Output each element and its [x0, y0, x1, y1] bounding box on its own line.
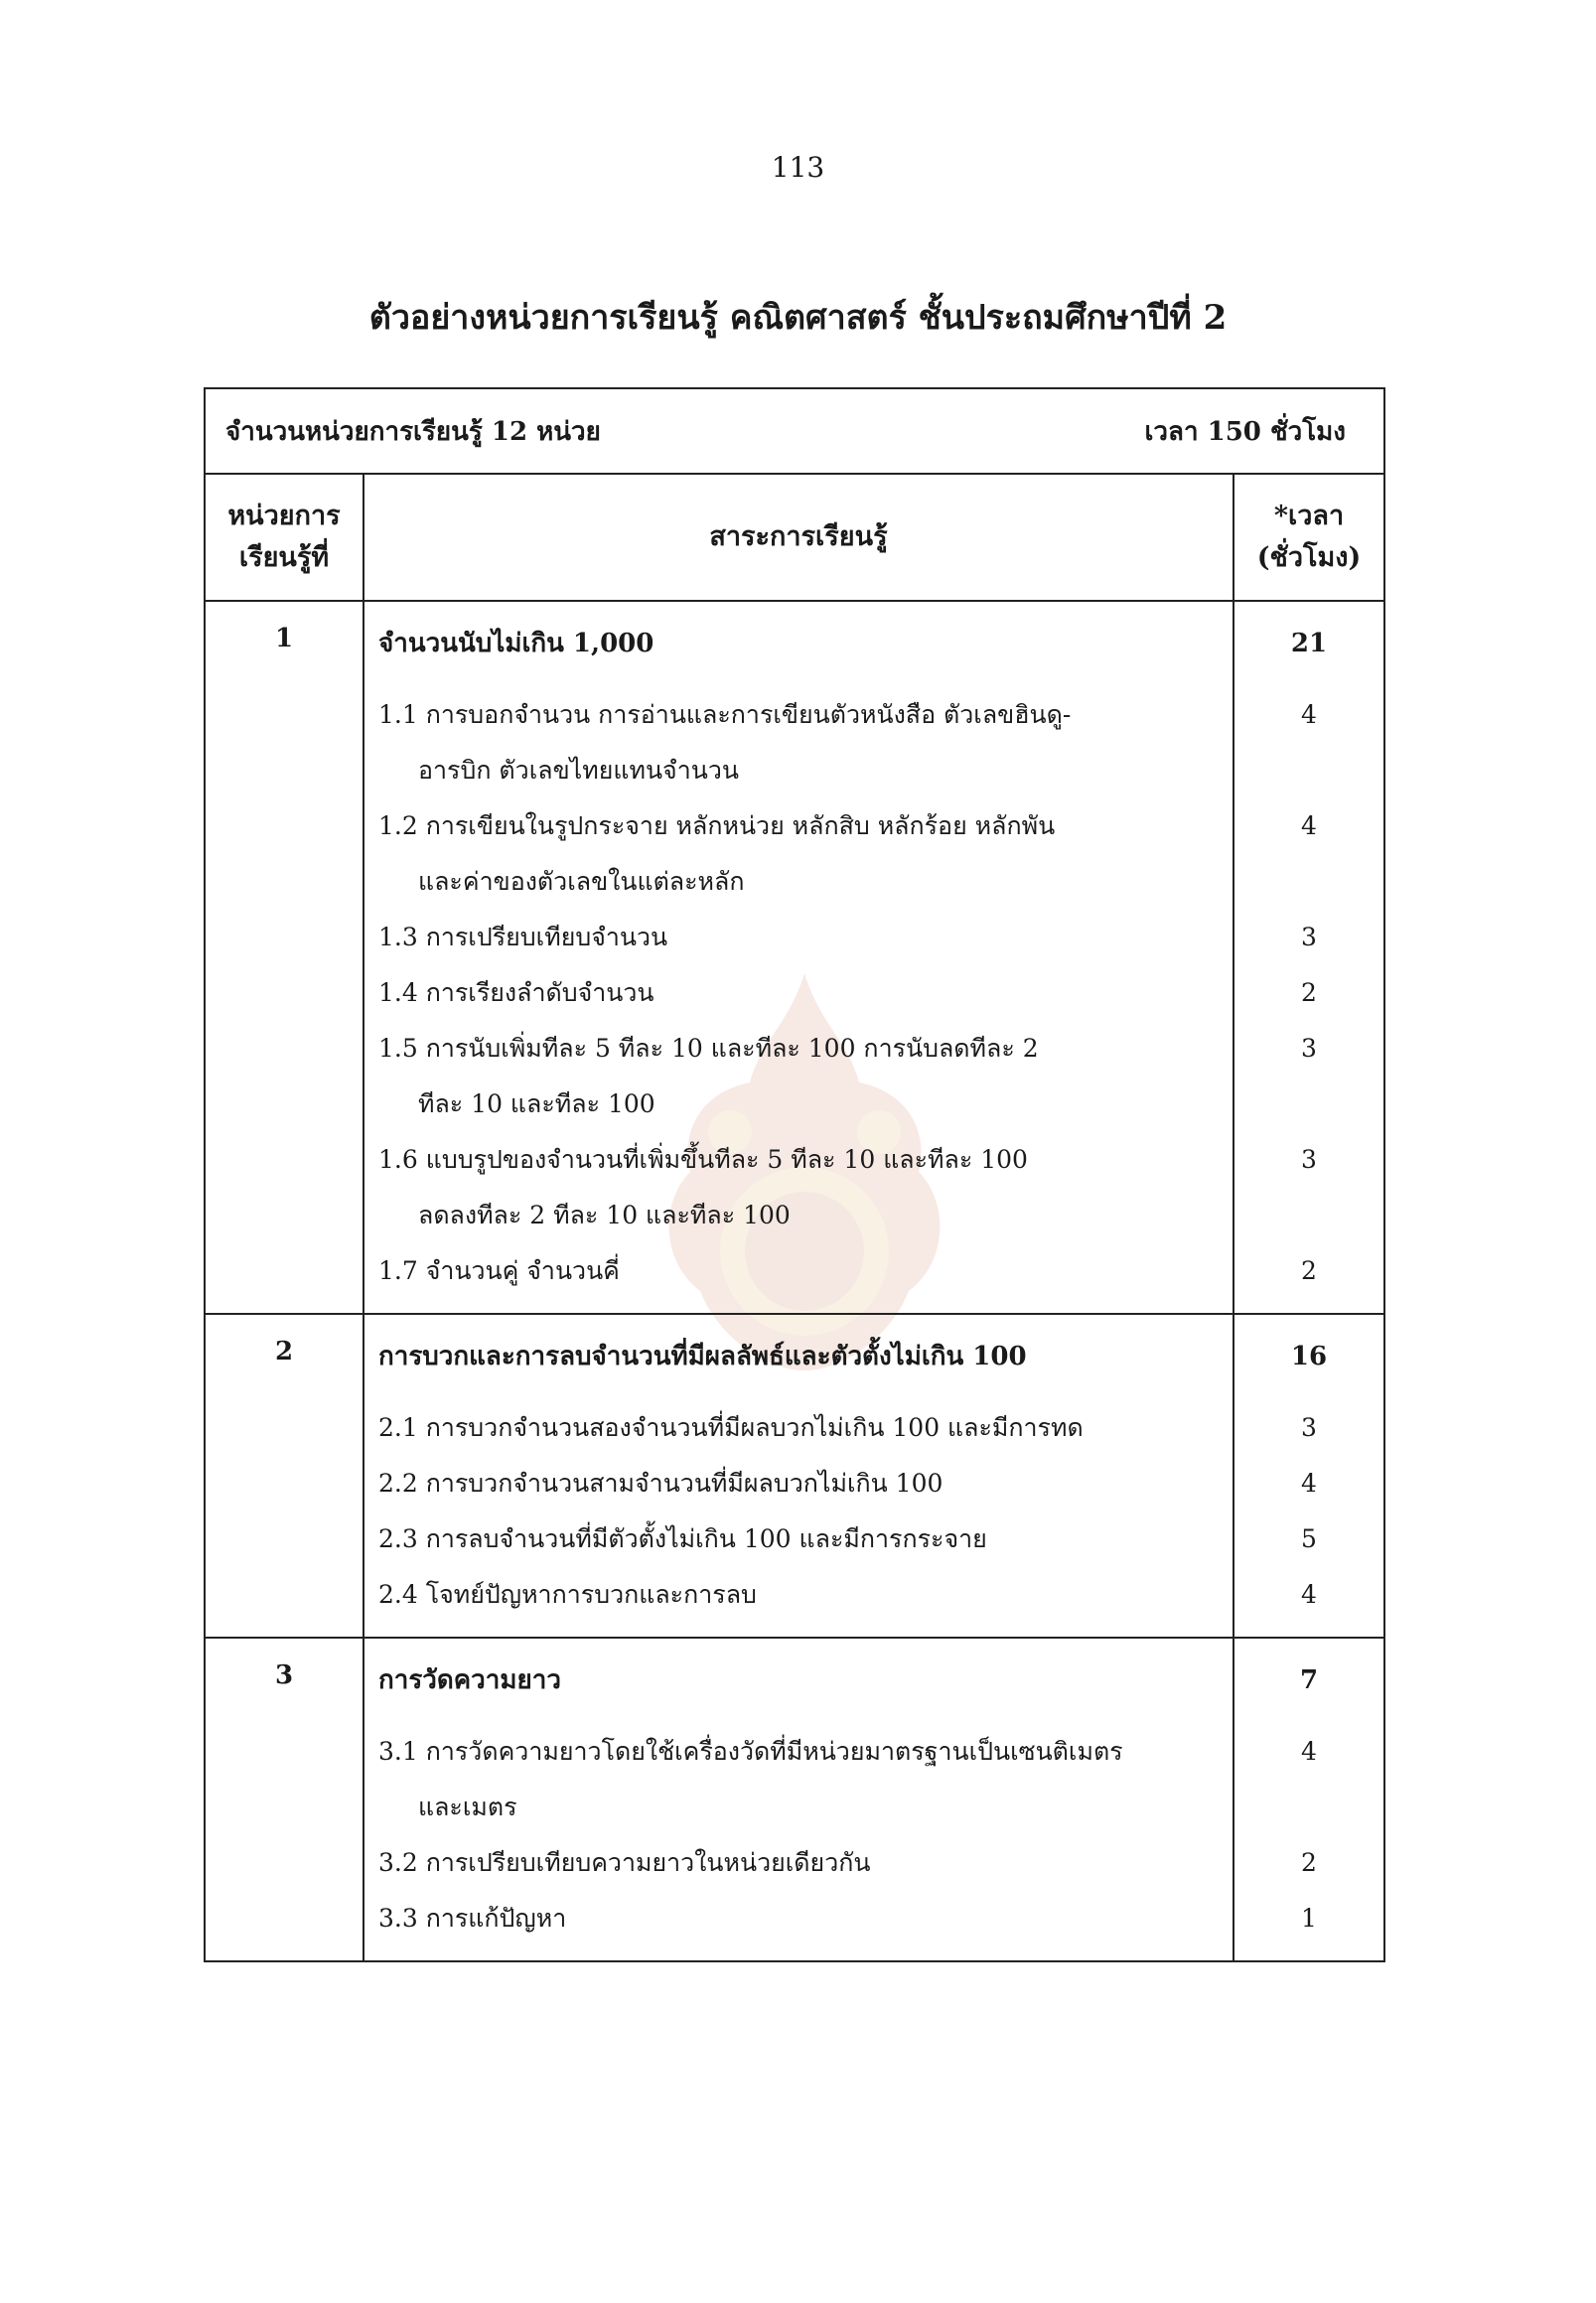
topic-hours: 1 [1301, 1904, 1317, 1933]
topic-line: 3.2 การเปรียบเทียบความยาวในหน่วยเดียวกัน [378, 1848, 871, 1877]
table-summary-row [206, 389, 1383, 475]
topic-line-continued: ทีละ 10 และทีละ 100 [418, 1089, 655, 1118]
topic-line: 1.2 การเขียนในรูปกระจาย หลักหน่วย หลักสิบ หลักร้อย หลักพัน [378, 811, 1056, 840]
topic-line: 2.2 การบวกจำนวนสามจำนวนที่มีผลบวกไม่เกิน 100 [378, 1469, 943, 1498]
table-header-row [206, 475, 1383, 602]
unit-row [206, 1639, 1383, 1960]
topic-item [378, 1021, 1233, 1132]
page-number: 113 [771, 151, 825, 184]
topic-hours: 4 [1301, 1469, 1317, 1498]
unit-total-hours: 21 [1290, 629, 1328, 658]
document-title: ตัวอย่างหน่วยการเรียนรู้ คณิตศาสตร์ ชั้นประถมศึกษาปีที่ 2 [368, 298, 1228, 338]
topic-line: 1.7 จำนวนคู่ จำนวนคี่ [378, 1256, 620, 1285]
topic-line: 1.1 การบอกจำนวน การอ่านและการเขียนตัวหนังสือ ตัวเลขฮินดู- [378, 700, 1072, 729]
topic-hours: 3 [1301, 923, 1317, 951]
unit-content [364, 1315, 1234, 1637]
unit-title: จำนวนนับไม่เกิน 1,000 [378, 629, 654, 658]
topic-item [378, 798, 1233, 910]
topic-hours: 4 [1301, 700, 1317, 729]
unit-number: 2 [206, 1315, 364, 1637]
unit-number: 3 [206, 1639, 364, 1960]
topic-line: 3.1 การวัดความยาวโดยใช้เครื่องวัดที่มีหน่วยมาตรฐานเป็นเซนติเมตร [378, 1737, 1123, 1766]
topic-hours: 4 [1301, 1580, 1317, 1609]
topic-line: 1.4 การเรียงลำดับจำนวน [378, 978, 654, 1007]
topic-item [378, 910, 1233, 965]
topic-hours: 3 [1301, 1034, 1317, 1063]
topic-line: 2.4 โจทย์ปัญหาการบวกและการลบ [378, 1580, 757, 1609]
topic-item [378, 1835, 1233, 1891]
topic-hours: 4 [1301, 811, 1317, 840]
unit-title: การวัดความยาว [378, 1665, 561, 1695]
topic-line-continued: และค่าของตัวเลขในแต่ละหลัก [418, 867, 745, 896]
topic-item [378, 1511, 1233, 1567]
total-time-label: เวลา 150 ชั่วโมง [1144, 416, 1346, 447]
topic-line-continued: อารบิก ตัวเลขไทยแทนจำนวน [418, 756, 739, 785]
table-body [206, 602, 1383, 1960]
unit-header-line2: เรียนรู้ที่ [238, 542, 330, 573]
topic-item [378, 1243, 1233, 1299]
unit-number-header [206, 475, 364, 600]
unit-row [206, 602, 1383, 1315]
topic-line-continued: ลดลงทีละ 2 ทีละ 10 และทีละ 100 [418, 1201, 791, 1229]
unit-hours-column [1234, 602, 1383, 1313]
topic-line: 1.5 การนับเพิ่มทีละ 5 ทีละ 10 และทีละ 100 การนับลดทีละ 2 [378, 1034, 1039, 1063]
topic-item [378, 687, 1233, 798]
unit-count-label: จำนวนหน่วยการเรียนรู้ 12 หน่วย [225, 416, 601, 447]
topic-hours: 5 [1301, 1524, 1317, 1553]
topic-hours: 2 [1301, 1256, 1317, 1285]
unit-content [364, 1639, 1234, 1960]
topic-item [378, 1891, 1233, 1946]
unit-content [364, 602, 1234, 1313]
topic-item [378, 1456, 1233, 1511]
topic-item [378, 1724, 1233, 1835]
unit-title: การบวกและการลบจำนวนที่มีผลลัพธ์และตัวตั้งไม่เกิน 100 [378, 1342, 1027, 1371]
hours-spacer [1234, 743, 1383, 798]
time-header [1234, 475, 1383, 600]
topic-line: 1.6 แบบรูปของจำนวนที่เพิ่มขึ้นทีละ 5 ทีละ 10 และทีละ 100 [378, 1145, 1028, 1174]
unit-total-hours: 16 [1290, 1342, 1328, 1371]
topic-item [378, 1567, 1233, 1623]
hours-spacer [1234, 1077, 1383, 1132]
topic-line: 3.3 การแก้ปัญหา [378, 1904, 567, 1933]
unit-hours-column [1234, 1639, 1383, 1960]
topic-hours: 4 [1301, 1737, 1317, 1766]
topic-hours: 3 [1301, 1145, 1317, 1174]
time-header-line1: *เวลา [1273, 501, 1345, 532]
curriculum-table [204, 387, 1385, 1962]
unit-hours-column [1234, 1315, 1383, 1637]
content-header: สาระการเรียนรู้ [364, 475, 1234, 600]
topic-hours: 3 [1301, 1413, 1317, 1442]
unit-total-hours: 7 [1299, 1665, 1319, 1695]
hours-spacer [1234, 854, 1383, 910]
topic-item [378, 1400, 1233, 1456]
topic-hours: 2 [1301, 978, 1317, 1007]
topic-line: 2.1 การบวกจำนวนสองจำนวนที่มีผลบวกไม่เกิน 100 และมีการทด [378, 1413, 1084, 1442]
hours-spacer [1234, 1188, 1383, 1243]
unit-row [206, 1315, 1383, 1639]
topic-item [378, 965, 1233, 1021]
topic-line: 1.3 การเปรียบเทียบจำนวน [378, 923, 668, 951]
topic-item [378, 1132, 1233, 1243]
hours-spacer [1234, 1780, 1383, 1835]
time-header-line2: (ชั่วโมง) [1256, 542, 1362, 573]
topic-line: 2.3 การลบจำนวนที่มีตัวตั้งไม่เกิน 100 และมีการกระจาย [378, 1524, 987, 1553]
topic-line-continued: และเมตร [418, 1793, 517, 1821]
unit-number: 1 [206, 602, 364, 1313]
topic-hours: 2 [1301, 1848, 1317, 1877]
unit-header-line1: หน่วยการ [227, 501, 341, 532]
